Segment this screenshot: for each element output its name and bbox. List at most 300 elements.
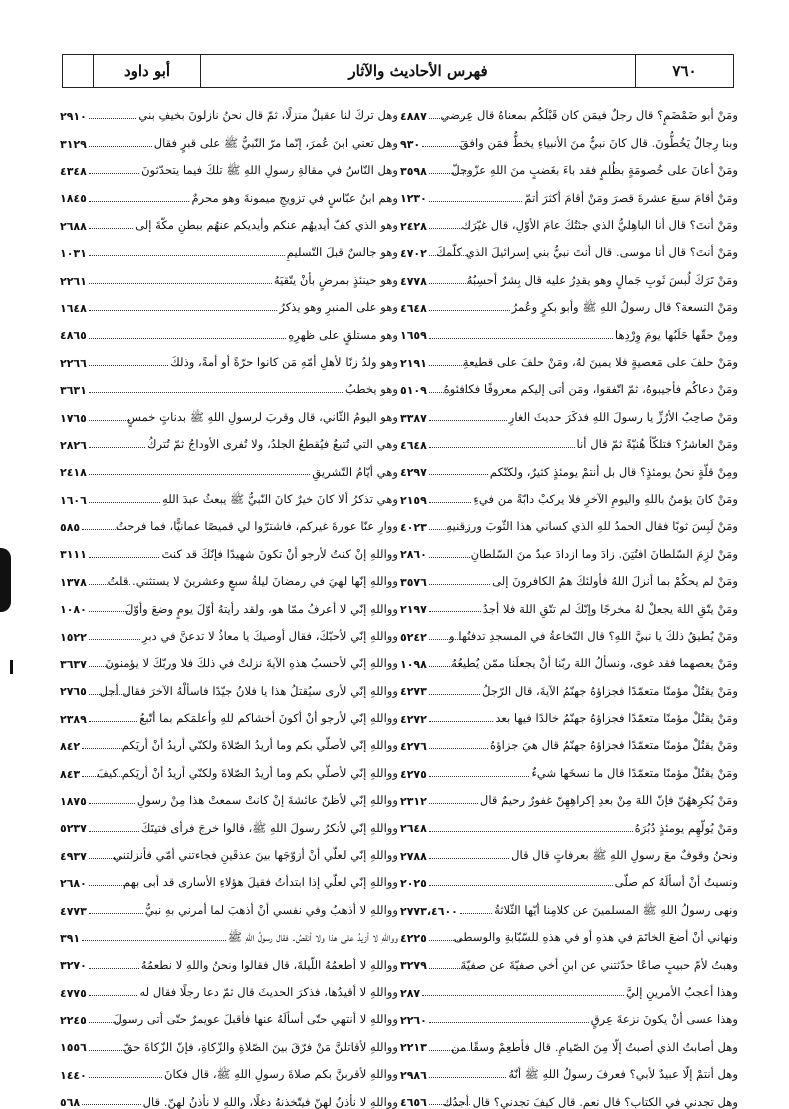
index-entry xyxy=(400,644,738,671)
leader-dots xyxy=(89,584,130,585)
entry-reference-number: ٢٢٦٠ xyxy=(400,1014,427,1028)
entry-text: ومَنْ لم يحكُمْ بما أنزلَ اللهُ فأولئكَ همُ الكافرونَ إلى xyxy=(492,574,738,589)
entry-text: وواللهِ إنّي لا أعرفُ ممّا هو، ولقد رأيتهُ أوّلَ يومٍ وضعَ وأوّلَ xyxy=(124,601,398,616)
entry-text: ومَنْ حلفَ على مَعصيةٍ فلا يمينَ لهُ، ومَنْ حلفَ على قطيعةِ xyxy=(462,355,738,369)
leader-dots xyxy=(89,968,139,969)
entry-text: وواللهِ إنّي لعلّي أنْ أزوّجَها بينَ عذقَينِ فجاءتني أمّي فأنزلتني xyxy=(113,848,398,863)
leader-dots xyxy=(429,283,470,284)
entry-text: وهو جالسٌ قبلَ التّسليمِ xyxy=(286,245,398,260)
index-entry xyxy=(60,288,398,315)
entry-text: وهي التي تُتبعُ فيُقطعُ الجلدُ، ولا تُفرى الأوداجُ ثمّ تُتركُ xyxy=(146,437,398,452)
entry-text: ومَنْ يُطيقُ ذلكَ يا نبيَّ اللهِ؟ قال النّخاعةُ في المسجدِ تدفنُها و xyxy=(449,628,738,643)
leader-dots xyxy=(89,1077,162,1078)
leader-dots xyxy=(89,1050,130,1051)
index-entry xyxy=(400,945,738,972)
entry-text: وواللهِ إنّها لهيَ في رمضانَ ليلةُ سبعٍ وعشرينَ لا يستثني. قلتُ xyxy=(107,574,398,589)
page-number: ٧٦٠ xyxy=(635,55,733,87)
index-entry xyxy=(60,890,398,917)
entry-reference-number: ٢٨٧ xyxy=(400,986,421,1000)
leader-dots xyxy=(89,392,343,393)
entry-text: ومَنْ يقتُلْ مؤمنًا متعمّدًا قال ما نسخَها شيءٌ xyxy=(531,765,738,780)
entry-text: وواللهِ لا أقيدُها، فذكرَ الحديثَ قال ثمّ دعا رجلًا فقال له xyxy=(139,984,398,999)
leader-dots xyxy=(429,721,493,722)
entry-reference-number: ٢٧٦٥ xyxy=(60,685,87,699)
entry-text: وواللهِ إنّي لأرجو أنْ أكونَ أخشاكم للهِ وأعلمَكم بما أتّبعُ xyxy=(139,711,398,726)
index-entry xyxy=(400,96,738,123)
entry-reference-number: ٤٩٣٧ xyxy=(60,849,87,863)
index-entry xyxy=(400,1055,738,1082)
index-entry xyxy=(60,1027,398,1054)
entry-reference-number: ٥٨٥ xyxy=(60,521,81,535)
leader-dots xyxy=(429,776,530,777)
index-entry xyxy=(400,973,738,1000)
entry-text: ومَنْ لزِمَ السّلطانَ افتُتِنَ. زادَ وما ازدادَ عبدٌ منَ السّلطانِ xyxy=(470,546,738,561)
index-entry xyxy=(400,726,738,753)
leader-dots xyxy=(429,611,481,612)
index-entry xyxy=(400,890,738,917)
leader-dots xyxy=(429,228,470,229)
leader-dots xyxy=(429,338,613,339)
leader-dots xyxy=(89,228,133,229)
index-entry xyxy=(400,479,738,506)
left-column xyxy=(60,96,398,1109)
entry-reference-number: ٤٢٢٥ xyxy=(400,931,427,945)
entry-reference-number: ٤٦٤٨ xyxy=(400,301,427,315)
entry-text: ومَنْ لَبِسَ ثوبًا فقال الحمدُ للهِ الذي كساني هذا الثّوبَ ورزقنيهِ xyxy=(446,519,738,534)
entry-reference-number: ٣٥٩٨ xyxy=(400,164,427,178)
entry-reference-number: ١٦٤٨ xyxy=(60,301,87,315)
entry-reference-number: ١٠٣١ xyxy=(60,247,87,261)
index-entry xyxy=(60,206,398,233)
leader-dots xyxy=(429,1022,589,1023)
entry-text: ومَنْ أقامَ سبعَ عشرةَ قصرَ ومَنْ أقامَ أكثرَ أتمّ xyxy=(524,190,738,205)
index-entry xyxy=(400,370,738,397)
index-entry xyxy=(60,343,398,370)
entry-text: وواللهِ لأقاتلنَّ مَنْ فرّقَ بينَ الصّلاةِ والزّكاةِ، فإنّ الزّكاةَ حقّ xyxy=(123,1039,398,1054)
entry-reference-number: ٢٦٤٨ xyxy=(400,822,427,836)
index-entry xyxy=(400,836,738,863)
leader-dots xyxy=(429,365,470,366)
entry-reference-number: ٣١٢٩ xyxy=(60,137,87,151)
leader-dots xyxy=(429,173,470,174)
leader-dots xyxy=(89,420,130,421)
entry-text: وواللهِ إنّي لعلّي إذا ابتدأتُ فقيلَ هؤلاءِ الأسارى قد أبى بهم xyxy=(122,875,398,890)
leader-dots xyxy=(89,694,130,695)
entry-text: وواللهِ لا أذهبُ وفي نفسي أنْ أذهبَ لما أمرني بهِ نبيُّ xyxy=(144,902,398,917)
entry-text: ومَنْ دعاكُم فأجيبوهُ، ثمّ اتّفقوا، ومَن أتى إليكم معروفًا فكافئوهُ xyxy=(443,382,738,397)
right-column xyxy=(400,96,738,1109)
entry-reference-number: ٢٠٢٥ xyxy=(400,877,427,891)
entry-text: ونهاني أنْ أضعَ الخاتَمَ في هذهِ أو في هذهِ للسّبّابةِ والوسطى xyxy=(453,930,738,945)
entry-text: وواللهِ لا أطعمُهُ اللّيلةَ، قال فقالوا ونحنُ واللهِ لا نطعمُهُ xyxy=(140,957,398,972)
leader-dots xyxy=(429,831,633,832)
entry-reference-number: ٢٢٤٥ xyxy=(60,1014,87,1028)
index-entry xyxy=(60,425,398,452)
entry-reference-number: ٣٦٣٧ xyxy=(60,658,87,672)
entry-text: وواللهِ لا نأذنُ لهنّ فيتّخذنهُ دغلًا، واللهِ لا نأذنُ لهنّ. قال xyxy=(142,1094,398,1109)
leader-dots xyxy=(429,639,470,640)
entry-text: ونحنُ وقوفٌ معَ رسولِ اللهِ ﷺ بعرفاتٍ قال قال xyxy=(511,848,738,863)
entry-text: وواللهِ إنّي لأحسبُ هذهِ الآيةَ نزلتْ في ذلكَ فلا وربّكَ لا يؤمنونَ xyxy=(105,656,398,671)
index-entry xyxy=(60,863,398,890)
index-entry xyxy=(60,616,398,643)
entry-reference-number: ٢١٥٩ xyxy=(400,493,427,507)
entry-text: ومِنْ حقّها حَلَبُها يومَ وِرْدِها xyxy=(614,327,738,342)
index-entry xyxy=(60,808,398,835)
index-entry xyxy=(400,562,738,589)
entry-text: وهذا أعجبُ الأمرينِ إليَّ xyxy=(626,984,738,999)
entry-reference-number: ٣٢٧٩ xyxy=(400,959,427,973)
page-header xyxy=(62,54,734,88)
entry-reference-number: ٢٣١٢ xyxy=(400,794,427,808)
index-entry xyxy=(400,315,738,342)
entry-text: وهي أيّامُ التّشريقِ xyxy=(312,464,398,479)
entry-text: وواللهِ لا أنتهي حتّى أسألَهُ عنها فأقبلَ عويمرٌ حتّى أتى رسولَ xyxy=(113,1012,398,1027)
entry-reference-number: ٣٢٧٠ xyxy=(60,959,87,973)
index-entry xyxy=(60,96,398,123)
leader-dots xyxy=(89,639,140,640)
index-entry xyxy=(60,671,398,698)
index-entry xyxy=(60,973,398,1000)
entry-text: ومَنْ تَرَكَ لُبسَ ثَوبِ جَمالٍ وهو يقدِرُ عليه قال بِشرٌ أحسِبُهُ xyxy=(466,272,738,287)
index-entry xyxy=(400,507,738,534)
index-entry xyxy=(60,726,398,753)
entry-reference-number: ٢٦٨٨ xyxy=(60,219,87,233)
leader-dots xyxy=(89,201,190,202)
index-entry xyxy=(400,260,738,287)
leader-dots xyxy=(429,310,510,311)
entry-reference-number: ٢٨٢٦ xyxy=(60,438,87,452)
entry-reference-number: ٤٢٧٣ xyxy=(400,685,427,699)
index-entry xyxy=(400,534,738,561)
entry-reference-number: ١٧٦٥ xyxy=(60,411,87,425)
index-entry xyxy=(400,206,738,233)
entry-reference-number: ٤٦٤٨ xyxy=(400,438,427,452)
index-entry xyxy=(400,1027,738,1054)
entry-reference-number: ٤٢٧٦ xyxy=(400,740,427,754)
entry-reference-number: ١٢٣٠ xyxy=(400,192,427,206)
entry-reference-number: ٣٩١ xyxy=(60,931,81,945)
entry-text: ومَنْ صاحِبُ الأرُزِّ يا رسولَ اللهِ فذكَرَ حديثَ الغارِ xyxy=(508,409,738,424)
entry-text: وهل النّاسُ في مقالةِ رسولِ اللهِ ﷺ تلكَ فيما يتحدّثونَ xyxy=(141,163,398,178)
leader-dots xyxy=(429,255,470,256)
index-entry xyxy=(60,178,398,205)
entry-reference-number: ١٨٤٥ xyxy=(60,192,87,206)
entry-text: وهذا عسى أنْ يكونَ نزعةَ عِرقٍ xyxy=(590,1012,738,1027)
index-entry xyxy=(60,452,398,479)
scan-edge-mark xyxy=(0,548,11,612)
entry-text: وواللهِ لأقربنَّ بكم صلاةَ رسولِ اللهِ ﷺ، قال فكانَ xyxy=(163,1067,398,1082)
leader-dots xyxy=(89,1022,130,1023)
leader-dots xyxy=(429,474,488,475)
entry-text: ونسيتُ أنْ أسألَهُ كم صلّى xyxy=(614,875,738,890)
index-entry xyxy=(400,151,738,178)
leader-dots xyxy=(89,666,130,667)
index-entry xyxy=(400,753,738,780)
entry-text: وهو مستلقٍ على ظهرِهِ xyxy=(288,327,398,342)
leader-dots xyxy=(89,255,285,256)
entry-reference-number: ٢٤٢٨ xyxy=(400,219,427,233)
entry-text: ووارِ عنّا عورةَ غيركم، فاشترّوا لي قميصًا عمانيًّا، فما فرحتُ xyxy=(115,519,398,534)
index-entry xyxy=(400,343,738,370)
leader-dots xyxy=(89,338,286,339)
index-entry xyxy=(60,945,398,972)
entry-reference-number: ١٨٧٥ xyxy=(60,794,87,808)
index-entry xyxy=(400,808,738,835)
leader-dots xyxy=(82,776,130,777)
leader-dots xyxy=(89,995,138,996)
leader-dots xyxy=(89,173,139,174)
entry-reference-number: ٣٦٣١ xyxy=(60,384,87,398)
entry-reference-number: ١٦٥٩ xyxy=(400,329,427,343)
entry-reference-number: ٤٠٢٣ xyxy=(400,521,427,535)
entry-reference-number: ٤٣٤٨ xyxy=(60,164,87,178)
entry-text: ومَنْ أنتَ؟ قال أنا موسى. قال أنتَ نبيُّ بني إسرائيلَ الذي كلّمكَ xyxy=(436,245,738,260)
leader-dots xyxy=(429,694,480,695)
leader-dots xyxy=(429,748,488,749)
entry-reference-number: ١٣٧٨ xyxy=(60,575,87,589)
entry-text: وواللهِ إنّي لأصلّي بكم وما أريدُ الصّلاةَ ولكنّي أريدُ أنْ أريَكم xyxy=(121,738,398,753)
index-entry xyxy=(400,918,738,945)
entry-reference-number: ٢٣٨٩ xyxy=(60,712,87,726)
index-entry xyxy=(400,781,738,808)
entry-reference-number: ٤٧٧٥ xyxy=(60,986,87,1000)
leader-dots xyxy=(429,858,509,859)
index-entry xyxy=(400,288,738,315)
leader-dots xyxy=(89,283,272,284)
leader-dots xyxy=(89,502,160,503)
entry-text: وهو اليومُ الثّاني، قال وقربَ لرسولِ اللهِ ﷺ بدناتٍ خمسٍ xyxy=(126,409,398,424)
entry-reference-number: ٤٨٦٥ xyxy=(60,329,87,343)
leader-dots xyxy=(429,1104,470,1105)
index-entry xyxy=(400,616,738,643)
index-entry xyxy=(60,151,398,178)
leader-dots xyxy=(422,995,624,996)
index-entry xyxy=(60,781,398,808)
index-entry xyxy=(60,589,398,616)
leader-dots xyxy=(460,913,492,914)
leader-dots xyxy=(429,885,613,886)
entry-reference-number: ٨٤٣ xyxy=(60,767,81,781)
entry-text: ومَنْ يقتُلْ مؤمنًا متعمّدًا فجزاؤهُ جهنّمُ خالدًا فيها بعد xyxy=(495,711,738,726)
entry-reference-number: ١٠٩٨ xyxy=(400,658,427,672)
entry-reference-number: ٢٩١٠ xyxy=(60,110,87,124)
index-entry xyxy=(400,699,738,726)
entry-text: ومَنْ كانَ يؤمنُ باللهِ واليومِ الآخرِ فلا يركبْ دابّةً من فيءِ xyxy=(473,491,738,506)
entry-reference-number: ٤٧٧٨ xyxy=(400,274,427,288)
leader-dots xyxy=(429,201,523,202)
entry-reference-number: ٤٨٨٧ xyxy=(400,110,427,124)
leader-dots xyxy=(429,940,470,941)
entry-reference-number: ٨٤٢ xyxy=(60,740,81,754)
entry-reference-number: ٣١١١ xyxy=(60,548,87,562)
entry-reference-number: ١٦٠٦ xyxy=(60,493,87,507)
entry-text: وواللهِ إنّي لأصلّي بكم وما أريدُ الصّلاةَ ولكنّي أريدُ أنْ أريَكم كيفَ xyxy=(97,765,398,780)
leader-dots xyxy=(89,611,130,612)
index-entry xyxy=(400,123,738,150)
index-entry xyxy=(400,452,738,479)
index-entry xyxy=(400,671,738,698)
leader-dots xyxy=(429,1077,507,1078)
leader-dots xyxy=(429,529,470,530)
entry-reference-number: ٥٢٤٢ xyxy=(400,630,427,644)
entry-reference-number: ٢٧٨٨ xyxy=(400,849,427,863)
entry-reference-number: ٥٦٨ xyxy=(60,1096,81,1109)
index-entry xyxy=(60,479,398,506)
entry-reference-number: ٢٢٦٦ xyxy=(60,356,87,370)
leader-dots xyxy=(89,146,152,147)
leader-dots xyxy=(429,447,575,448)
leader-dots xyxy=(429,502,472,503)
leader-dots xyxy=(429,420,507,421)
index-columns xyxy=(60,96,738,1109)
index-entry xyxy=(60,1082,398,1109)
index-entry xyxy=(400,589,738,616)
entry-text: وواللهِ إنّي لأنكرُ رسولَ اللهِ ﷺ، قالوا خرجَ فرأى فتيتَكَ xyxy=(140,820,398,835)
index-entry xyxy=(60,233,398,260)
index-entry xyxy=(400,863,738,890)
leader-dots xyxy=(82,529,130,530)
leader-dots xyxy=(89,885,130,886)
entry-reference-number: ٤٧٠٢ xyxy=(400,247,427,261)
leader-dots xyxy=(89,118,137,119)
leader-dots xyxy=(82,748,130,749)
index-entry xyxy=(60,1000,398,1027)
entry-text: ومَنْ أبو ضَمْضَمٍ؟ قال رجلٌ فيمَن كان قَبْلَكُم بمعناهُ قال عِرضي xyxy=(440,108,738,123)
index-entry xyxy=(60,753,398,780)
entry-text: ونهى رسولُ اللهِ ﷺ المسلمينَ عن كلامِنا أيّها الثّلاثةُ xyxy=(494,902,738,917)
entry-reference-number: ٢٩٨٦ xyxy=(400,1068,427,1082)
entry-reference-number: ٢٢٦١ xyxy=(60,274,87,288)
entry-text: ومَنْ يُكرِههُنّ فإنّ اللهَ مِنْ بعدِ إكراهِهِنّ غفورٌ رحيمٌ قال xyxy=(479,793,738,808)
index-entry xyxy=(60,836,398,863)
leader-dots xyxy=(89,831,139,832)
entry-text: وهو ولدُ زنًا لأهلِ أمّهِ مَن كانوا حرّةً أو أمةً، وذلكَ xyxy=(170,355,398,369)
index-entry xyxy=(400,178,738,205)
leader-dots xyxy=(89,474,310,475)
entry-reference-number: ٢٧٧٣،٤٦٠٠ xyxy=(400,904,458,918)
index-entry xyxy=(60,397,398,424)
entry-text: وهبتُ لأمّ حبيبٍ صاعًا حدّثتني عن ابنِ أخي صفيّةَ عن صفيّةَ xyxy=(460,957,738,972)
entry-text: ومَنْ يعصهما فقد غوى، ونسألُ اللهَ ربّنا أنْ يجعلَنا ممّن يُطيعُهُ xyxy=(451,656,738,671)
leader-dots xyxy=(429,557,470,558)
entry-text: وبنا رِجالٌ يَخُطُّونَ. قال كانَ نبيٌّ منَ الأنبياءِ يخطُّ فمَن وافقَ xyxy=(459,135,738,150)
index-entry xyxy=(60,644,398,671)
leader-dots xyxy=(429,1050,470,1051)
entry-text: وهل تجدني في الكتابِ؟ قال نعم. قال كيفَ تجدني؟ قال أجدُك xyxy=(442,1094,738,1109)
index-entry xyxy=(60,260,398,287)
entry-reference-number: ٢١٩١ xyxy=(400,356,427,370)
entry-reference-number: ٤٢٩٧ xyxy=(400,466,427,480)
entry-reference-number: ٢٦٨٠ xyxy=(60,877,87,891)
index-entry xyxy=(400,1000,738,1027)
entry-reference-number: ٢٤١٨ xyxy=(60,466,87,480)
leader-dots xyxy=(89,803,135,804)
leader-dots xyxy=(89,365,168,366)
leader-dots xyxy=(89,310,277,311)
index-entry xyxy=(60,315,398,342)
entry-reference-number: ١٠٨٠ xyxy=(60,603,87,617)
entry-text: وهل أنتمْ إلّا عبيدٌ لأبي؟ فعرفَ رسولُ اللهِ ﷺ أنّهُ xyxy=(508,1067,738,1082)
entry-text: ومَنْ يتّقِ اللهَ يجعلْ لهُ مخرجًا وإنّكَ لم تتّقِ اللهَ فلا أجدُ xyxy=(482,601,738,616)
entry-text: وهو على المنبرِ وهو يذكرُ xyxy=(279,300,398,315)
leader-dots xyxy=(422,146,470,147)
entry-reference-number: ٤٢٧٢ xyxy=(400,712,427,726)
entry-reference-number: ١٥٥٦ xyxy=(60,1041,87,1055)
entry-reference-number: ٥٢٣٧ xyxy=(60,822,87,836)
entry-reference-number: ٢١٩٧ xyxy=(400,603,427,617)
index-entry xyxy=(400,233,738,260)
entry-text: وهل تركَ لنا عقيلٌ منزلًا، ثمّ قال نحنُ نازلونَ بخيفِ بني xyxy=(138,108,398,123)
leader-dots xyxy=(82,940,226,941)
index-entry xyxy=(60,370,398,397)
entry-text: وهو يخطبُ xyxy=(345,382,398,397)
leader-dots xyxy=(429,584,490,585)
entry-text: وهو الذي كفّ أيديهُم عنكم وأيديكم عنهُم ببطنِ مكّةَ إلى xyxy=(135,218,398,233)
leader-dots xyxy=(429,968,470,969)
index-entry xyxy=(60,699,398,726)
page-title: فهرس الأحاديث والآثار xyxy=(200,55,635,87)
entry-reference-number: ٤٧٧٣ xyxy=(60,904,87,918)
entry-reference-number: ٢٨٦٠ xyxy=(400,548,427,562)
entry-reference-number: ٩٣٠ xyxy=(400,137,421,151)
entry-reference-number: ١٥٢٢ xyxy=(60,630,87,644)
entry-text: وهي تذكرُ ألا كانَ خيرٌ كانَ النّبيُّ ﷺ يبعثُ عبدَ اللهِ xyxy=(162,491,398,506)
leader-dots xyxy=(89,721,137,722)
entry-text: وهل تعني ابنَ عُمرَ، إنّما مرّ النّبيُّ ﷺ على قبرٍ فقال xyxy=(153,135,398,150)
entry-reference-number: ٣٥٧٦ xyxy=(400,575,427,589)
entry-text: وواللهِ لا أزيدُ على هذا ولا أنقصُ. فقال رسولُ اللهِ ﷺ xyxy=(227,930,398,945)
entry-text: وهل أصابتُ الذي أصبتُ إلّا مِنَ الصّيامِ. قال فأطعِمْ وسقًا من xyxy=(451,1039,738,1054)
index-entry xyxy=(400,397,738,424)
index-entry xyxy=(60,507,398,534)
entry-text: وهم ابنُ عبّاسٍ في تزويجِ ميمونةَ وهو محرمٌ xyxy=(191,190,398,205)
index-entry xyxy=(60,918,398,945)
entry-text: وواللهِ إنّي لأرى سيُقتلُ هذا يا فلانُ جيّدًا فاسألْهُ الآخرَ فقال أجل xyxy=(99,683,398,698)
leader-dots xyxy=(82,1104,140,1105)
entry-text: وواللهِ إنّي لأحبّكَ، فقال أوصيكَ يا معاذُ لا تدعنَّ في دبرِ xyxy=(142,628,398,643)
index-entry xyxy=(60,1055,398,1082)
index-entry xyxy=(60,123,398,150)
index-entry xyxy=(60,534,398,561)
leader-dots xyxy=(429,118,470,119)
entry-text: وهو حينئذٍ بمرضٍ بأنْ يتّقيَهُ xyxy=(273,272,398,287)
index-entry xyxy=(60,562,398,589)
entry-text: وواللهِ إنّي لأظنّ عائشةَ إنْ كانتْ سمعتْ هذا مِنْ رسولِ xyxy=(136,793,398,808)
leader-dots xyxy=(429,803,478,804)
entry-reference-number: ٤٦٥٦ xyxy=(400,1096,427,1109)
entry-text: وواللهِ إنْ كنتُ لأرجو أنْ تكونَ شهيدًا فإنّكَ قد كنتَ xyxy=(161,546,398,561)
leader-dots xyxy=(89,447,145,448)
book-name: أبو داود xyxy=(93,55,200,87)
entry-reference-number: ٢٢١٣ xyxy=(400,1041,427,1055)
index-entry xyxy=(400,425,738,452)
entry-reference-number: ٥١٠٩ xyxy=(400,384,427,398)
leader-dots xyxy=(89,557,160,558)
scan-edge-speck xyxy=(10,660,13,674)
entry-text: ومَنْ يُولّهِم يومئذٍ دُبُرَهُ xyxy=(634,820,738,835)
leader-dots xyxy=(429,392,470,393)
entry-text: ومَنْ يقتُلْ مؤمنًا متعمّدًا فجزاؤهُ جهنّمُ الآيةَ، قال الرّجلُ xyxy=(482,683,738,698)
entry-reference-number: ٣٣٨٧ xyxy=(400,411,427,425)
entry-text: ومَنْ التسعة؟ قال رسولُ اللهِ ﷺ وأبو بكرٍ وعُمرُ xyxy=(511,300,738,315)
leader-dots xyxy=(429,666,470,667)
entry-text: ومَنْ العاشرُ؟ فتلكّأ هُنيّةً ثمّ قال أنا xyxy=(576,437,738,452)
index-entry xyxy=(400,1082,738,1109)
entry-text: ومَنْ أنتَ؟ قال أنا الباهِليُّ الذي جئتُكَ عامَ الأوّلِ، قال غيّرَك xyxy=(461,218,738,233)
entry-reference-number: ٤٢٧٥ xyxy=(400,767,427,781)
leader-dots xyxy=(89,858,130,859)
